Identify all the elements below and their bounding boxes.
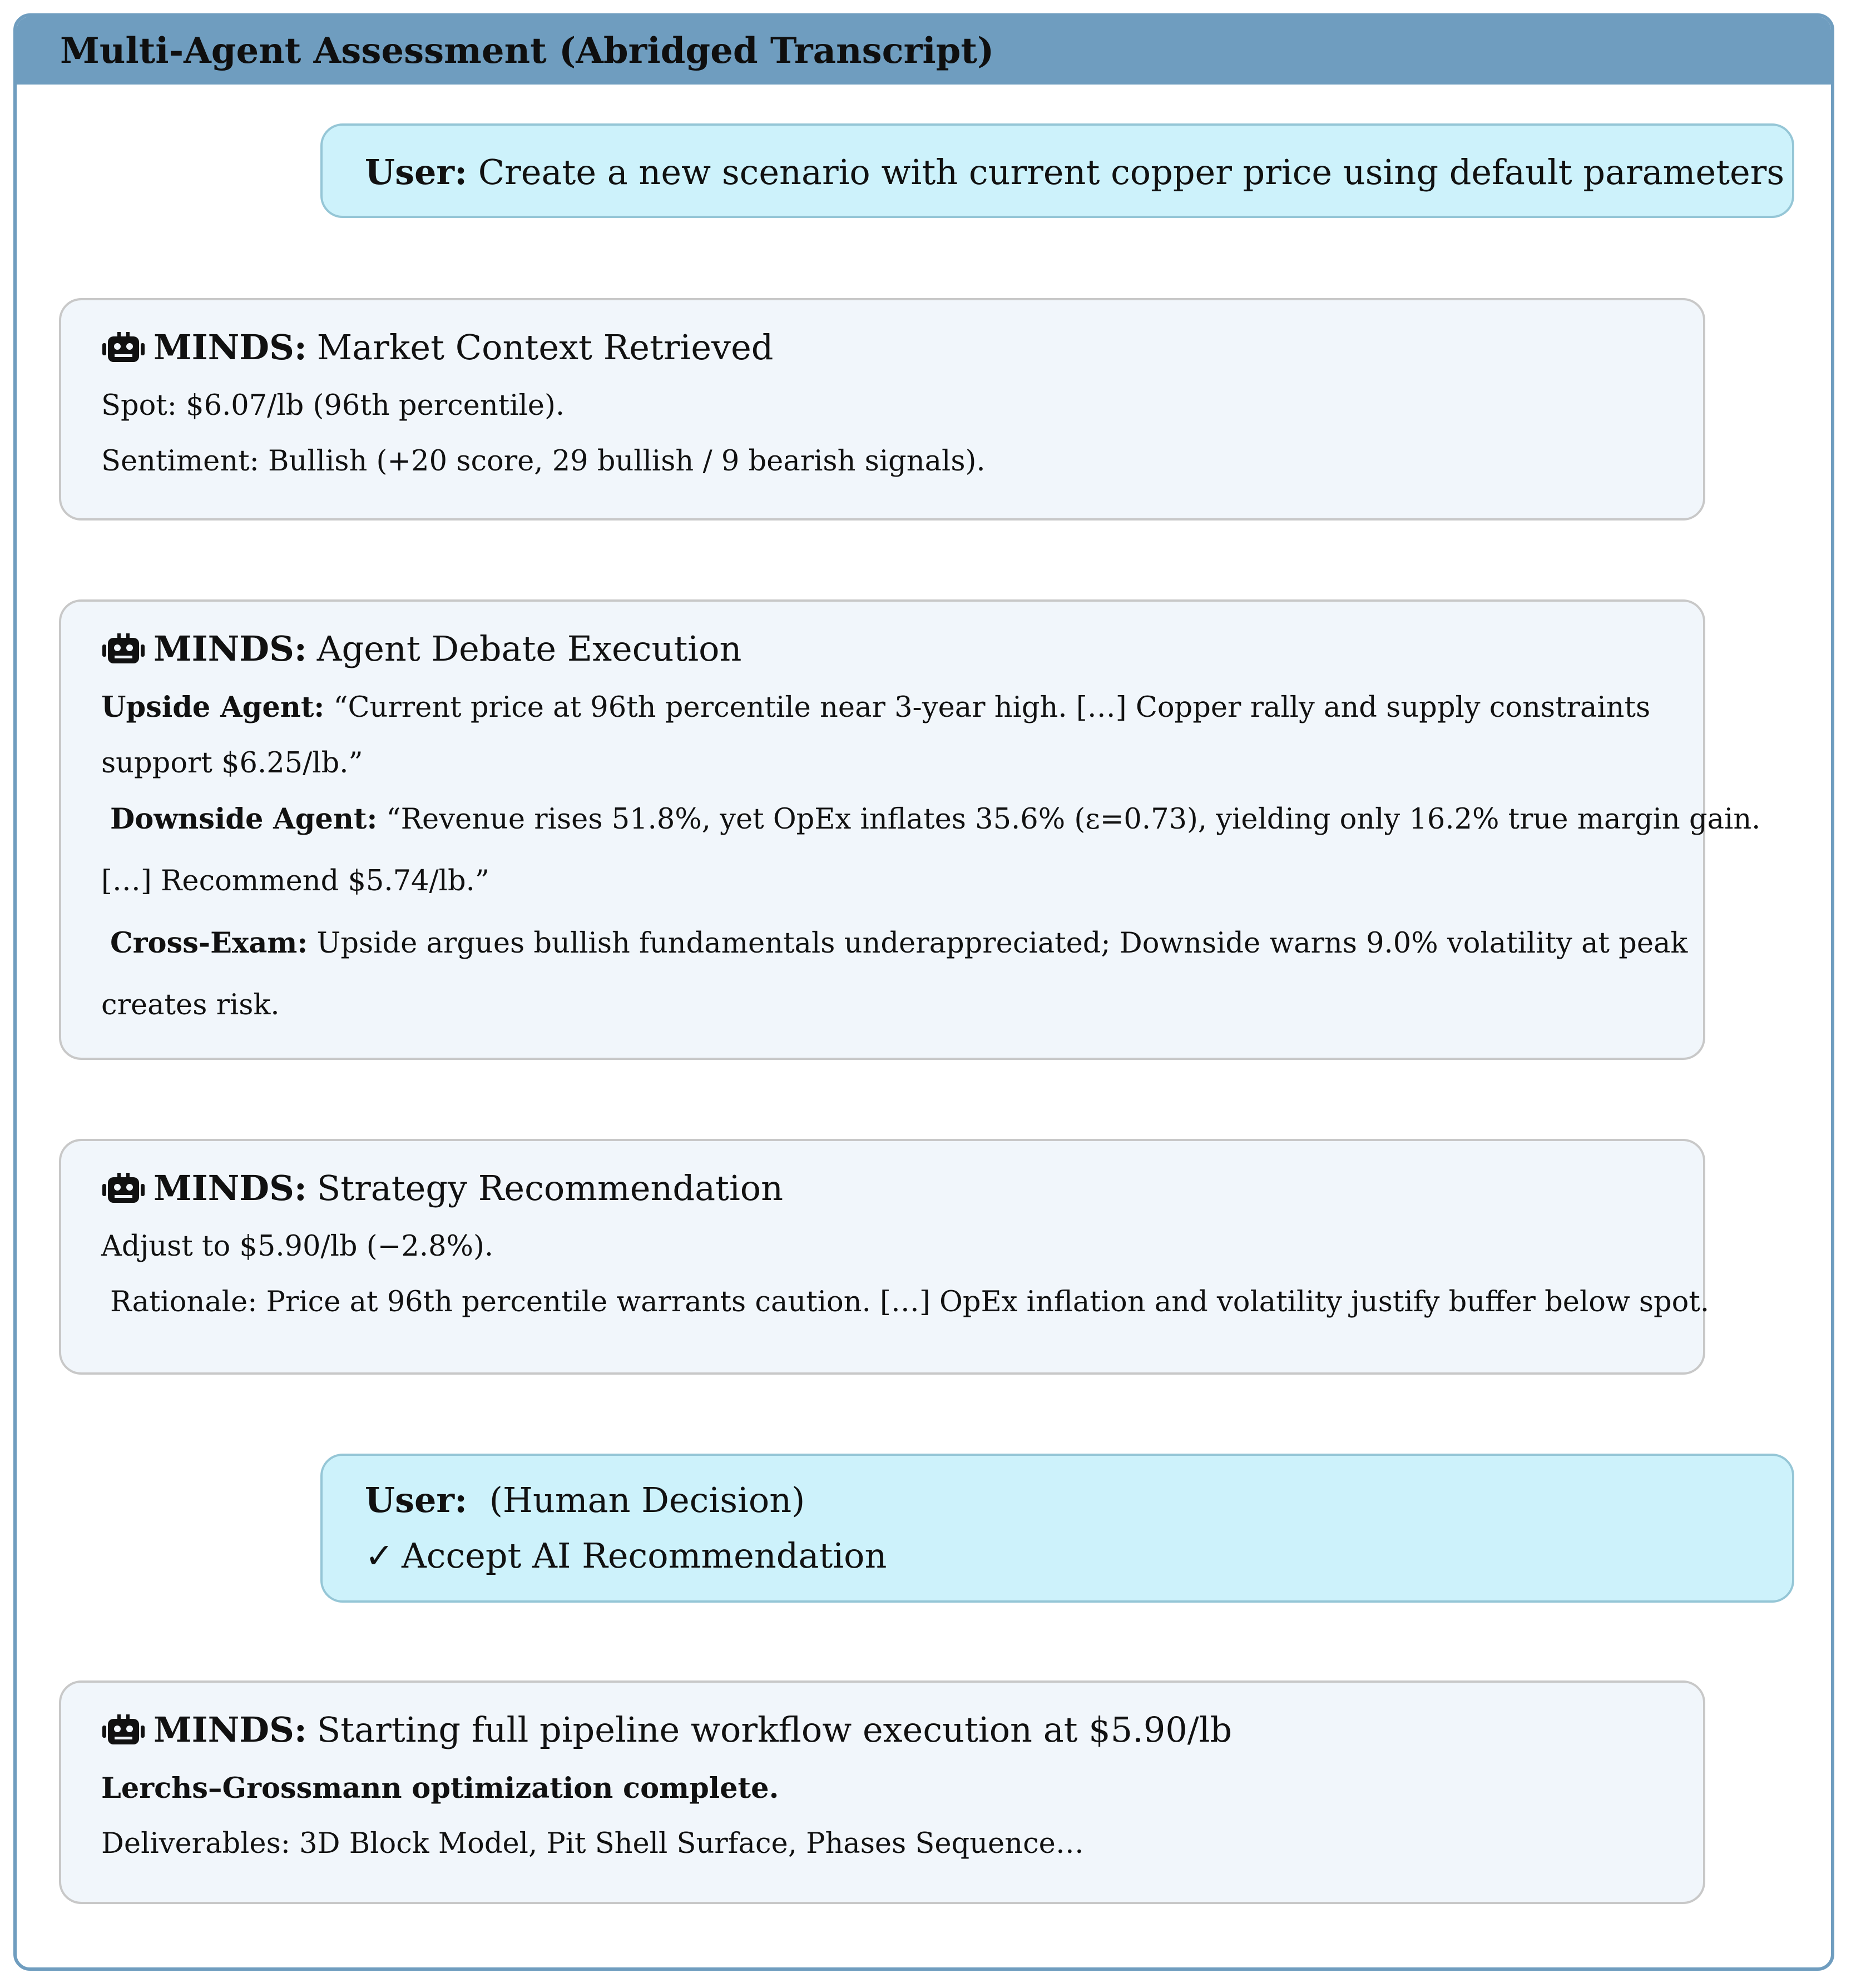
- downside-agent-text: “Revenue rises 51.8%, yet OpEx inflates 35.6% (ε=0.73), yielding only 16.2% true margin gain.: [386, 803, 1761, 836]
- checkmark-icon: ✓: [365, 1535, 394, 1576]
- spot-price-line: Spot: $6.07/lb (96th percentile).: [101, 389, 565, 422]
- robot-icon: [101, 1714, 146, 1746]
- bot-message: [59, 599, 1761, 1060]
- bot-label: MINDS:: [154, 1709, 307, 1750]
- user-label: User:: [365, 1480, 467, 1520]
- bot-label: MINDS:: [154, 327, 307, 368]
- panel-title: Multi-Agent Assessment (Abridged Transcript): [60, 29, 994, 72]
- sentiment-line: Sentiment: Bullish (+20 score, 29 bullish / 9 bearish signals).: [101, 445, 986, 478]
- cross-exam-line: [101, 915, 1703, 971]
- bot-label: MINDS:: [154, 1168, 307, 1208]
- accept-recommendation-text: Accept AI Recommendation: [401, 1535, 887, 1576]
- rationale-line: Rationale: Price at 96th percentile warrants caution. […] OpEx inflation and volatility justify buffer below spot.: [110, 1286, 1710, 1318]
- user-decision-message: [320, 1454, 1794, 1603]
- panel-header: [17, 17, 1831, 85]
- user-message: [320, 123, 1794, 218]
- upside-agent-text: “Current price at 96th percentile near 3-year high. […] Copper rally and supply constraints: [333, 691, 1651, 724]
- transcript-panel: [13, 13, 1834, 1971]
- accept-recommendation: [365, 1528, 1792, 1584]
- cross-exam-continuation: creates risk.: [101, 989, 280, 1022]
- user-message-text: Create a new scenario with current copper price using default parameters: [478, 152, 1785, 192]
- robot-icon: [101, 332, 146, 363]
- downside-agent-continuation: […] Recommend $5.74/lb.”: [101, 865, 489, 898]
- upside-agent-line: [101, 680, 1703, 736]
- bot-message-title: Agent Debate Execution: [316, 628, 742, 669]
- bot-message: [59, 1680, 1705, 1904]
- bot-message-title: Market Context Retrieved: [316, 327, 774, 368]
- upside-agent-label: Upside Agent:: [101, 691, 325, 724]
- bot-message-title: Strategy Recommendation: [316, 1168, 784, 1208]
- robot-icon: [101, 633, 146, 665]
- optimization-status-line: Lerchs–Grossmann optimization complete.: [101, 1772, 779, 1805]
- deliverables-line: Deliverables: 3D Block Model, Pit Shell Surface, Phases Sequence…: [101, 1827, 1084, 1860]
- bot-message-title: Starting full pipeline workflow execution at $5.90/lb: [316, 1709, 1233, 1750]
- downside-agent-line: [101, 791, 1761, 847]
- downside-agent-label: Downside Agent:: [110, 802, 378, 836]
- bot-message: [59, 298, 1705, 520]
- cross-exam-label: Cross-Exam:: [110, 926, 308, 960]
- upside-agent-continuation: support $6.25/lb.”: [101, 747, 363, 780]
- cross-exam-text: Upside argues bullish fundamentals underappreciated; Downside warns 9.0% volatility at peak: [316, 927, 1688, 960]
- recommendation-line: Adjust to $5.90/lb (−2.8%).: [101, 1230, 494, 1263]
- user-label: User:: [365, 152, 467, 192]
- human-decision-label: (Human Decision): [489, 1480, 805, 1520]
- bot-message: [59, 1139, 1710, 1375]
- bot-label: MINDS:: [154, 628, 307, 669]
- robot-icon: [101, 1173, 146, 1204]
